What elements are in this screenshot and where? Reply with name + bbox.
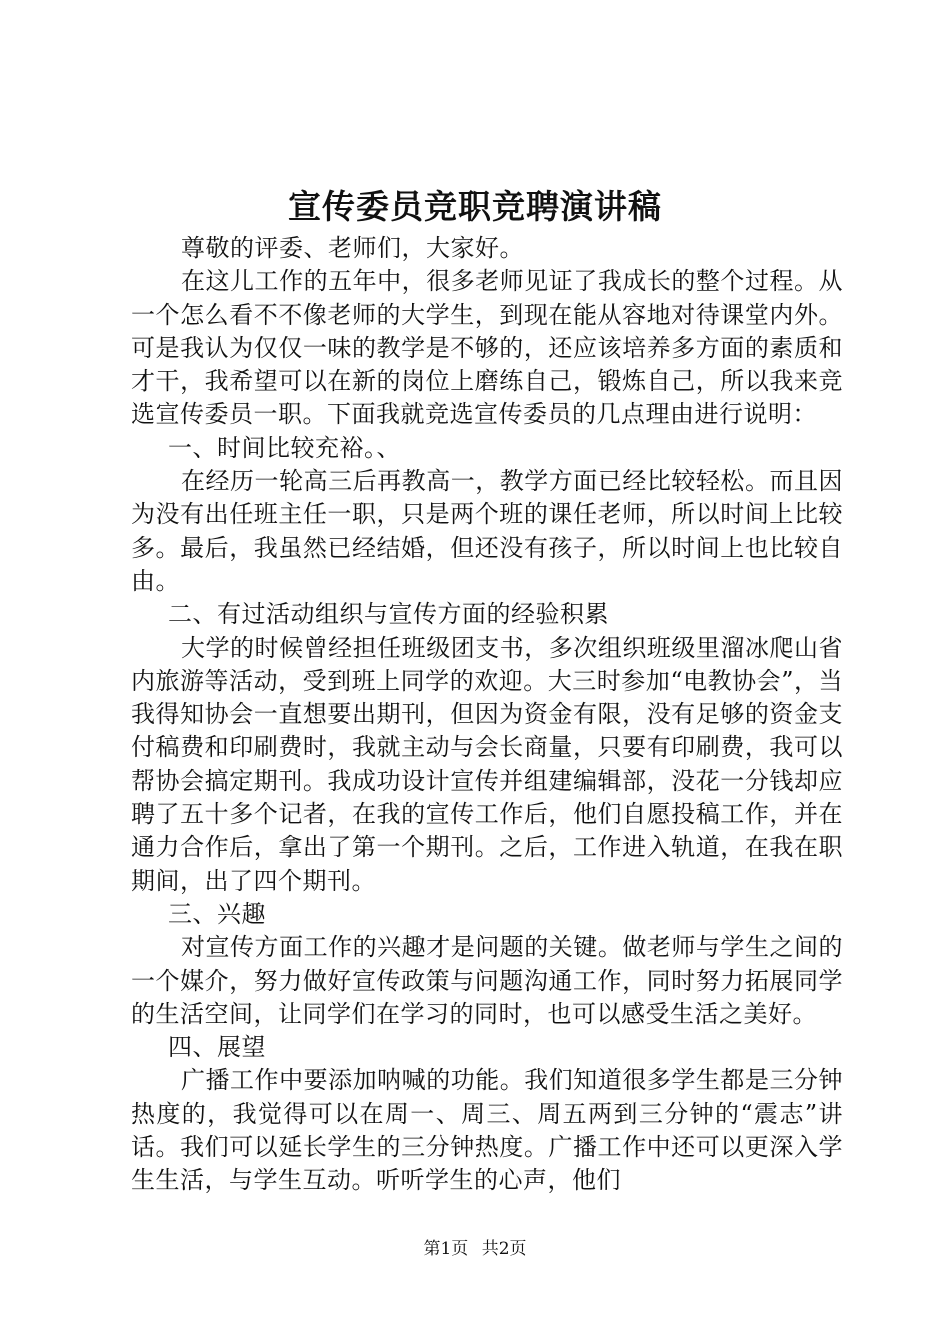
page-number: 第1页 [423,1239,469,1259]
paragraph-experience: 大学的时候曾经担任班级团支书，多次组织班级里溜冰爬山省内旅游等活动，受到班上同学的欢迎。大三时参加“电教协会”，当我得知协会一直想要出期刊，但因为资金有限，没有足够的资金支付稿费和印刷费时，我就主动与会长商量，只要有印刷费，我可以帮协会搞定期刊。我成功设计宣传并组建编辑部，没花一分钱却应聘了五十多个记者，在我的宣传工作后，他们自愿投稿工作，并在通力合作后，拿出了第一个期刊。之后，工作进入轨道，在我在职期间，出了四个期刊。 [131,633,843,895]
page-total: 共2页 [481,1239,527,1259]
section-heading-1: 一、时间比较充裕。、 [168,433,401,462]
paragraph-intro: 在这儿工作的五年中，很多老师见证了我成长的整个过程。从一个怎么看不不像老师的大学生，到现在能从容地对待课堂内外。可是我认为仅仅一味的教学是不够的，还应该培养多方面的素质和才干，我希望可以在新的岗位上磨练自己，锻炼自己，所以我来竞选宣传委员一职。下面我就竞选宣传委员的几点理由进行说明： [131,267,843,429]
paragraph-interest: 对宣传方面工作的兴趣才是问题的关键。做老师与学生之间的一个媒介，努力做好宣传政策与问题沟通工作，同时努力拓展同学的生活空间，让同学们在学习的同时，也可以感受生活之美好。 [131,933,843,1028]
paragraph-greeting: 尊敬的评委、老师们，大家好。 [181,234,524,262]
document-title: 宣传委员竞职竞聘演讲稿 [288,187,662,226]
document-body [131,232,843,1198]
page-footer [0,1237,950,1261]
section-heading-4: 四、展望 [168,1033,266,1062]
section-heading-3: 三、兴趣 [168,899,266,928]
section-heading-2: 二、有过活动组织与宣传方面的经验积累 [168,600,609,629]
paragraph-outlook: 广播工作中要添加呐喊的功能。我们知道很多学生都是三分钟热度的，我觉得可以在周一、周三、周五两到三分钟的“震志”讲话。我们可以延长学生的三分钟热度。广播工作中还可以更深入学生生活，与学生互动。听听学生的心声，他们 [131,1066,843,1195]
paragraph-time: 在经历一轮高三后再教高一，教学方面已经比较轻松。而且因为没有出任班主任一职，只是两个班的课任老师，所以时间上比较多。最后，我虽然已经结婚，但还没有孩子，所以时间上也比较自由。 [131,467,843,595]
